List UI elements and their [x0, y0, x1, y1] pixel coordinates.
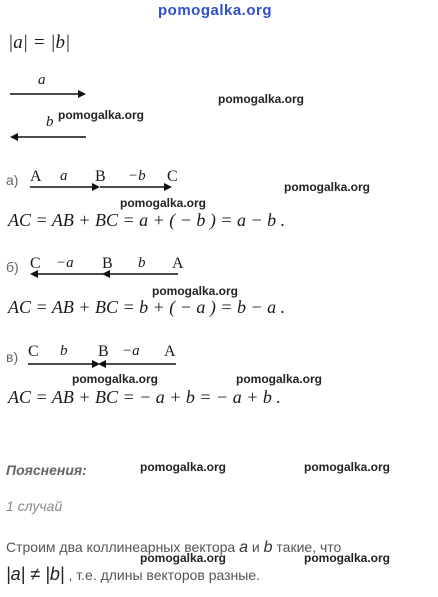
explanation-text: , т.е. длины векторов разные.: [68, 567, 261, 583]
watermark: pomogalka.org: [58, 108, 145, 122]
case-a-marker: а): [6, 172, 19, 188]
site-watermark-top: pomogalka.org: [158, 2, 273, 19]
case-b-equation: AC = AB + BC = b + ( − a ) = b − a .: [8, 297, 286, 317]
vector-label: −a: [122, 343, 140, 359]
point-label: B: [102, 255, 113, 272]
vector-a-symbol: a: [239, 539, 249, 556]
equality-text: |a| = |b|: [8, 32, 71, 53]
watermark: pomogalka.org: [140, 460, 227, 474]
point-label: C: [28, 343, 39, 360]
explanation-text: Строим два коллинеарных вектора: [6, 539, 236, 555]
point-label: C: [30, 255, 41, 272]
watermark: pomogalka.org: [236, 372, 323, 386]
explanation-heading: Пояснения:: [6, 462, 87, 478]
vector-label: a: [60, 168, 68, 184]
watermark: pomogalka.org: [304, 460, 391, 474]
watermark: pomogalka.org: [218, 92, 305, 106]
vector-b-symbol: b: [263, 539, 273, 556]
watermark: pomogalka.org: [152, 284, 239, 298]
vector-label: b: [60, 343, 68, 359]
magnitude-inequality: |a| ≠ |b|: [6, 564, 65, 584]
case-number: 1 случай: [6, 498, 63, 514]
watermark: pomogalka.org: [304, 551, 391, 565]
vector-b-label: b: [46, 114, 54, 130]
vector-label: b: [138, 255, 146, 271]
case-b-marker: б): [6, 259, 19, 275]
case-c-marker: в): [6, 349, 19, 365]
case-c-arrowhead: [92, 360, 100, 368]
explanation-text: такие, что: [276, 539, 342, 555]
point-label: A: [164, 343, 176, 360]
watermark: pomogalka.org: [140, 551, 227, 565]
explanation-text: и: [251, 539, 260, 555]
watermark: pomogalka.org: [284, 180, 371, 194]
point-label: A: [172, 255, 184, 272]
case-a-equation: AC = AB + BC = a + ( − b ) = a − b .: [8, 210, 286, 230]
point-label: A: [30, 168, 42, 185]
vector-label: −b: [128, 168, 146, 184]
watermark: pomogalka.org: [72, 372, 159, 386]
point-label: B: [98, 343, 109, 360]
vector-a-label: a: [38, 72, 46, 88]
watermark: pomogalka.org: [120, 196, 207, 210]
point-label: B: [95, 168, 106, 185]
case-c-equation: AC = AB + BC = − a + b = − a + b .: [8, 387, 281, 407]
explanation-line-2: [6, 564, 260, 585]
vector-label: −a: [56, 255, 74, 271]
point-label: C: [167, 168, 178, 185]
